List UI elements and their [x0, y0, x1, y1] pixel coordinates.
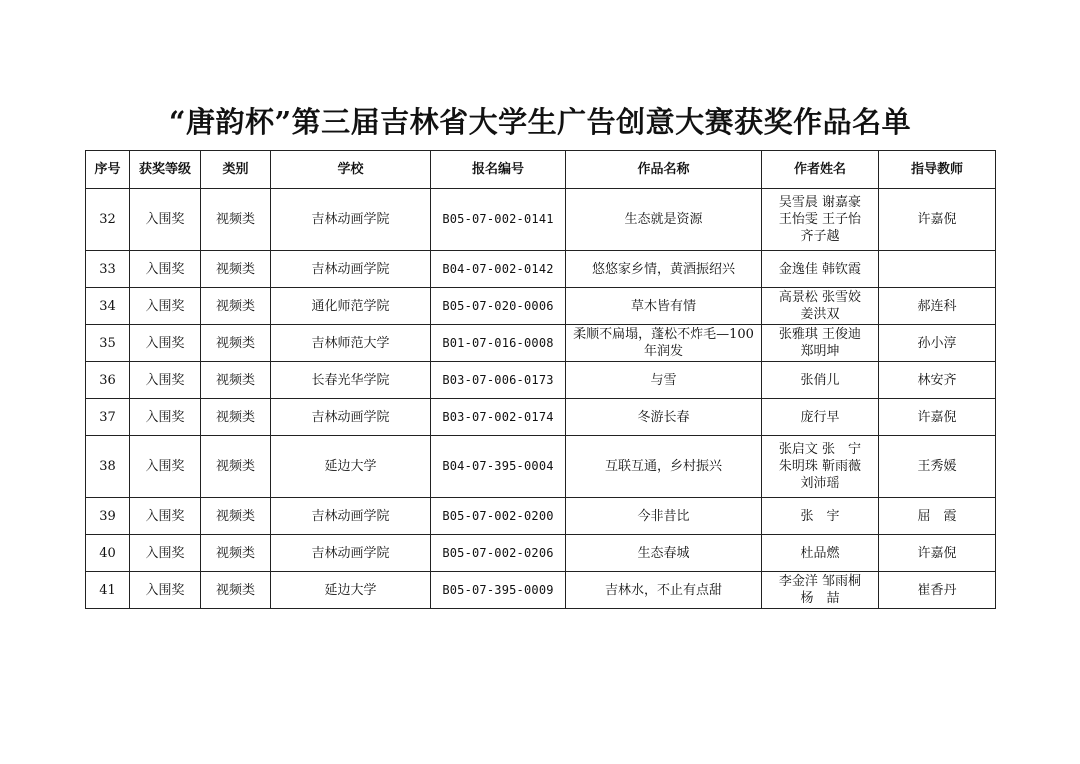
award-level-cell: 入围奖: [130, 399, 201, 436]
advisor-cell: 王秀媛: [879, 436, 996, 498]
table-row: [86, 325, 996, 362]
author-line: 姜洪双: [800, 307, 840, 322]
table-row: [86, 362, 996, 399]
authors-cell: [762, 498, 879, 535]
school-cell: 吉林动画学院: [271, 535, 431, 572]
row-number-cell: 36: [86, 362, 130, 399]
work-title-cell: 与雪: [566, 362, 762, 399]
row-number-cell: 34: [86, 288, 130, 325]
author-line: 张 宇: [800, 508, 840, 524]
advisor-cell: 许嘉倪: [879, 189, 996, 251]
row-number-cell: 40: [86, 535, 130, 572]
school-cell: 吉林动画学院: [271, 189, 431, 251]
advisor-cell: 屈 霞: [879, 498, 996, 535]
author-line: 朱明珠 靳雨薇: [778, 459, 862, 474]
advisor-cell: 许嘉倪: [879, 535, 996, 572]
author-line: 齐子越: [800, 229, 840, 244]
table-row: [86, 399, 996, 436]
author-line: 金逸佳 韩钦霞: [778, 261, 862, 277]
advisor-cell: 郝连科: [879, 288, 996, 325]
authors-cell: [762, 436, 879, 498]
authors-cell: [762, 288, 879, 325]
award-level-cell: 入围奖: [130, 325, 201, 362]
advisor-cell: [879, 251, 996, 288]
advisor-cell: 崔香丹: [879, 572, 996, 609]
header-cell: 学校: [271, 151, 431, 189]
header-cell: 获奖等级: [130, 151, 201, 189]
award-level-cell: 入围奖: [130, 362, 201, 399]
author-line: 郑明坤: [800, 344, 840, 359]
work-title-cell: 生态春城: [566, 535, 762, 572]
registration-code-cell: B05-07-395-0009: [431, 572, 566, 609]
work-title-cell: 互联互通，乡村振兴: [566, 436, 762, 498]
table-row: [86, 572, 996, 609]
author-line: 王怡雯 王子怡: [778, 212, 862, 227]
author-line: 张启文 张 宁: [778, 442, 862, 457]
row-number-cell: 41: [86, 572, 130, 609]
work-title-cell: 草木皆有情: [566, 288, 762, 325]
header-cell: 类别: [201, 151, 271, 189]
author-line: 吴雪晨 谢嘉豪: [778, 195, 862, 210]
category-cell: 视频类: [201, 436, 271, 498]
school-cell: 延边大学: [271, 436, 431, 498]
registration-code-cell: B05-07-020-0006: [431, 288, 566, 325]
advisor-cell: 林安齐: [879, 362, 996, 399]
registration-code-cell: B05-07-002-0141: [431, 189, 566, 251]
school-cell: 延边大学: [271, 572, 431, 609]
registration-code-cell: B01-07-016-0008: [431, 325, 566, 362]
advisor-cell: 孙小淳: [879, 325, 996, 362]
registration-code-cell: B05-07-002-0200: [431, 498, 566, 535]
school-cell: 长春光华学院: [271, 362, 431, 399]
registration-code-cell: B03-07-006-0173: [431, 362, 566, 399]
work-title-cell: 生态就是资源: [566, 189, 762, 251]
work-title-cell: 柔顺不扁塌，蓬松不炸毛—100年润发: [566, 325, 762, 362]
document-title: “唐韵杯”第三届吉林省大学生广告创意大赛获奖作品名单: [168, 105, 912, 139]
header-cell: 作品名称: [566, 151, 762, 189]
work-title-cell: 今非昔比: [566, 498, 762, 535]
row-number-cell: 38: [86, 436, 130, 498]
category-cell: 视频类: [201, 498, 271, 535]
school-cell: 吉林动画学院: [271, 399, 431, 436]
category-cell: 视频类: [201, 399, 271, 436]
author-line: 李金洋 邹雨桐: [778, 574, 862, 589]
work-title-cell: 冬游长春: [566, 399, 762, 436]
row-number-cell: 32: [86, 189, 130, 251]
authors-cell: [762, 189, 879, 251]
award-level-cell: 入围奖: [130, 572, 201, 609]
row-number-cell: 35: [86, 325, 130, 362]
category-cell: 视频类: [201, 325, 271, 362]
authors-cell: [762, 399, 879, 436]
award-level-cell: 入围奖: [130, 498, 201, 535]
awards-table: [85, 150, 996, 609]
authors-cell: [762, 251, 879, 288]
authors-cell: [762, 362, 879, 399]
author-line: 庞行早: [800, 409, 840, 425]
category-cell: 视频类: [201, 288, 271, 325]
authors-cell: [762, 572, 879, 609]
school-cell: 通化师范学院: [271, 288, 431, 325]
work-title-cell: 悠悠家乡情，黄酒振绍兴: [566, 251, 762, 288]
category-cell: 视频类: [201, 572, 271, 609]
header-cell: 序号: [86, 151, 130, 189]
authors-cell: [762, 325, 879, 362]
award-level-cell: 入围奖: [130, 436, 201, 498]
category-cell: 视频类: [201, 535, 271, 572]
school-cell: 吉林师范大学: [271, 325, 431, 362]
table-row: [86, 535, 996, 572]
header-cell: 报名编号: [431, 151, 566, 189]
table-row: [86, 251, 996, 288]
row-number-cell: 37: [86, 399, 130, 436]
table-row: [86, 189, 996, 251]
author-line: 刘沛瑶: [800, 476, 840, 491]
registration-code-cell: B04-07-002-0142: [431, 251, 566, 288]
award-level-cell: 入围奖: [130, 189, 201, 251]
category-cell: 视频类: [201, 362, 271, 399]
registration-code-cell: B05-07-002-0206: [431, 535, 566, 572]
award-level-cell: 入围奖: [130, 535, 201, 572]
school-cell: 吉林动画学院: [271, 498, 431, 535]
category-cell: 视频类: [201, 189, 271, 251]
header-cell: 指导教师: [879, 151, 996, 189]
table-row: [86, 288, 996, 325]
row-number-cell: 39: [86, 498, 130, 535]
header-cell: 作者姓名: [762, 151, 879, 189]
author-line: 高景松 张雪姣: [778, 290, 862, 305]
award-level-cell: 入围奖: [130, 288, 201, 325]
school-cell: 吉林动画学院: [271, 251, 431, 288]
table-row: [86, 436, 996, 498]
table-body: [86, 189, 996, 609]
authors-cell: [762, 535, 879, 572]
table-header-row: [86, 151, 996, 189]
author-line: 张俏儿: [800, 372, 840, 388]
award-level-cell: 入围奖: [130, 251, 201, 288]
table-row: [86, 498, 996, 535]
advisor-cell: 许嘉倪: [879, 399, 996, 436]
registration-code-cell: B04-07-395-0004: [431, 436, 566, 498]
author-line: 张雅琪 王俊迪: [778, 327, 862, 342]
author-line: 杜品燃: [800, 545, 840, 561]
category-cell: 视频类: [201, 251, 271, 288]
work-title-cell: 吉林水，不止有点甜: [566, 572, 762, 609]
row-number-cell: 33: [86, 251, 130, 288]
registration-code-cell: B03-07-002-0174: [431, 399, 566, 436]
author-line: 杨 喆: [800, 591, 840, 606]
